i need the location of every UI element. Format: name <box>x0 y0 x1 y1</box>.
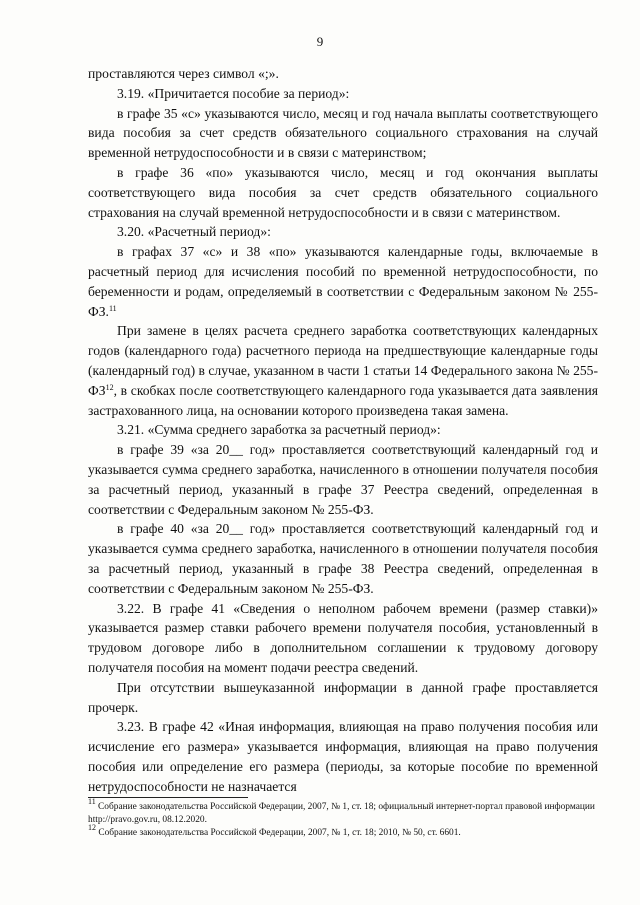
paragraph-text: При замене в целях расчета среднего заработка соответствующих календарных годов (календарного года) расчетного периода на предшествующие календарные годы (календарный год) в случае, указанном в части 1 статьи 14 Федерального закона № 255-ФЗ <box>88 323 598 398</box>
footnote <box>88 797 600 827</box>
footnote-text: Собрание законодательства Российской Федерации, 2007, № 1, ст. 18; 2010, № 50, ст. 6601. <box>96 827 461 838</box>
body-text <box>88 64 598 796</box>
paragraph: в графе 36 «по» указываются число, месяц и год окончания выплаты соответствующего вида пособия за счет средств обязательного социального страхования на случай временной нетрудоспособности и в связи с материнством. <box>88 164 598 220</box>
footnote-ref: 12 <box>105 382 114 392</box>
paragraph: в графе 40 «за 20__ год» проставляется соответствующий календарный год и указывается сумма среднего заработка, начисленного в отношении получателя пособия за расчетный период, указанный в графе 38 Реестра сведений, определенная в соответствии с Федеральным законом № 255-ФЗ. <box>88 521 598 596</box>
paragraph <box>88 242 598 321</box>
paragraph: проставляются через символ «;». <box>88 66 279 81</box>
paragraph-text: в графах 37 «с» и 38 «по» указываются календарные годы, включаемые в расчетный период для исчисления пособий по временной нетрудоспособности, по беременности и родам, определяемый в соответствии с Федеральным законом № 255-ФЗ. <box>88 244 598 319</box>
paragraph: в графе 39 «за 20__ год» проставляется соответствующий календарный год и указывается сумма среднего заработка, начисленного в отношении получателя пособия за расчетный период, указанный в графе 37 Реестра сведений, определенная в соответствии с Федеральным законом № 255-ФЗ. <box>88 442 598 517</box>
footnotes <box>88 797 600 839</box>
footnote-divider <box>88 797 248 798</box>
paragraph: 3.22. В графе 41 «Сведения о неполном рабочем времени (размер ставки)» указывается размер ставки рабочего времени получателя пособия, установленный в трудовом договоре либо в дополнительном соглашении к трудовому договору получателя пособия на момент подачи реестра сведений. <box>88 600 598 675</box>
footnote-text: Собрание законодательства Российской Федерации, 2007, № 1, ст. 18; официальный интернет-портал правовой информации http://pravo.gov.ru, 08.12.2020. <box>88 802 595 825</box>
footnote-mark: 12 <box>88 822 96 832</box>
paragraph: 3.23. В графе 42 «Иная информация, влияющая на право получения пособия или исчисление его размера» указывается информация, влияющая на право получения пособия или определение его размера (периоды, за которые пособие по временной нетрудоспособности не назначается <box>88 719 598 794</box>
footnote-ref: 11 <box>108 303 117 313</box>
paragraph: в графе 35 «с» указываются число, месяц и год начала выплаты соответствующего вида пособия за счет средств обязательного социального страхования на случай временной нетрудоспособности и в связи с материнством; <box>88 105 598 161</box>
footnote-mark: 11 <box>88 797 96 806</box>
page-number: 9 <box>316 34 324 49</box>
section-heading: 3.19. «Причитается пособие за период»: <box>117 85 350 101</box>
paragraph-text-tail: , в скобках после соответствующего календарного года указывается дата заявления застрахованного лица, на основании которого произведена такая замена. <box>88 382 598 418</box>
paragraph <box>88 321 598 420</box>
section-heading: 3.20. «Расчетный период»: <box>117 224 271 240</box>
footnote <box>88 822 600 840</box>
section-heading: 3.21. «Сумма среднего заработка за расчетный период»: <box>117 422 441 438</box>
paragraph: При отсутствии вышеуказанной информации в данной графе проставляется прочерк. <box>88 679 598 715</box>
